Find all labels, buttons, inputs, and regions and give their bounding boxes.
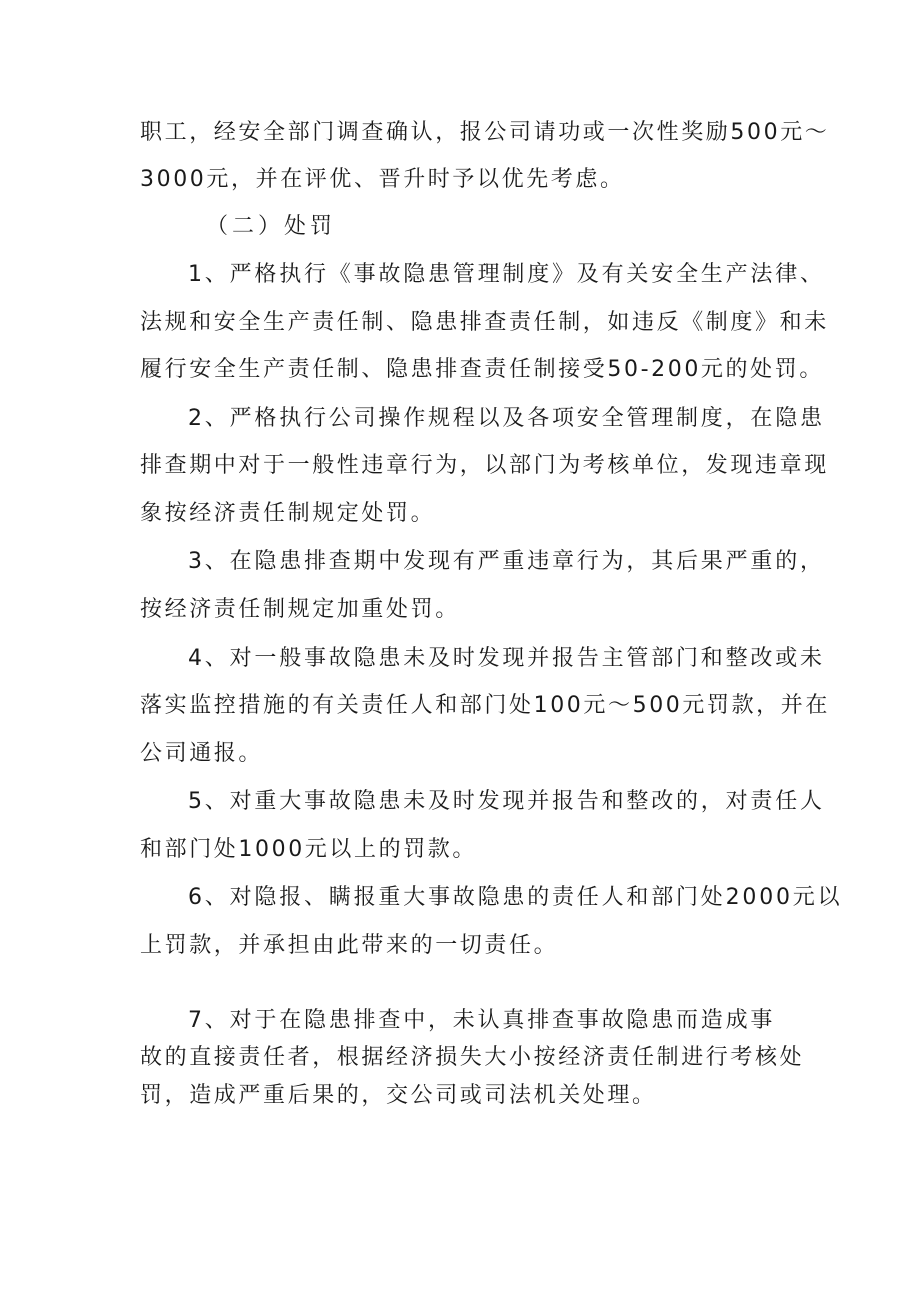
- text-line: 3、在隐患排查期中发现有严重违章行为，其后果严重的，: [188, 549, 825, 574]
- text-line: 故的直接责任者，根据经济损失大小按经济责任制进行考核处: [140, 1045, 805, 1070]
- text-line: 7、对于在隐患排查中，未认真排查事故隐患而造成事: [188, 1008, 776, 1033]
- text-line: 5、对重大事故隐患未及时发现并报告和整改的，对责任人: [188, 789, 825, 814]
- text-line: 2、严格执行公司操作规程以及各项安全管理制度，在隐患: [188, 406, 825, 431]
- text-line: 按经济责任制规定加重处罚。: [140, 597, 460, 622]
- text-line: 公司通报。: [140, 741, 264, 766]
- section-heading: （二）处罚: [206, 214, 337, 239]
- text-line: 排查期中对于一般性违章行为，以部门为考核单位，发现违章现: [140, 453, 829, 478]
- text-line: 1、严格执行《事故隐患管理制度》及有关安全生产法律、: [188, 262, 825, 287]
- text-line: 6、对隐报、瞒报重大事故隐患的责任人和部门处2000元以: [188, 885, 843, 910]
- text-line: 职工，经安全部门调查确认，报公司请功或一次性奖励500元～: [140, 120, 830, 145]
- text-line: 3000元，并在评优、晋升时予以优先考虑。: [140, 167, 625, 192]
- text-line: 法规和安全生产责任制、隐患排查责任制，如违反《制度》和未: [140, 310, 829, 335]
- text-line: 和部门处1000元以上的罚款。: [140, 837, 477, 862]
- text-line: 象按经济责任制规定处罚。: [140, 501, 436, 526]
- text-line: 落实监控措施的有关责任人和部门处100元～500元罚款，并在: [140, 693, 830, 718]
- text-line: 履行安全生产责任制、隐患排查责任制接受50-200元的处罚。: [140, 357, 824, 382]
- text-line: 上罚款，并承担由此带来的一切责任。: [140, 933, 559, 958]
- text-line: 4、对一般事故隐患未及时发现并报告主管部门和整改或未: [188, 646, 825, 671]
- text-line: 罚，造成严重后果的，交公司或司法机关处理。: [140, 1083, 657, 1108]
